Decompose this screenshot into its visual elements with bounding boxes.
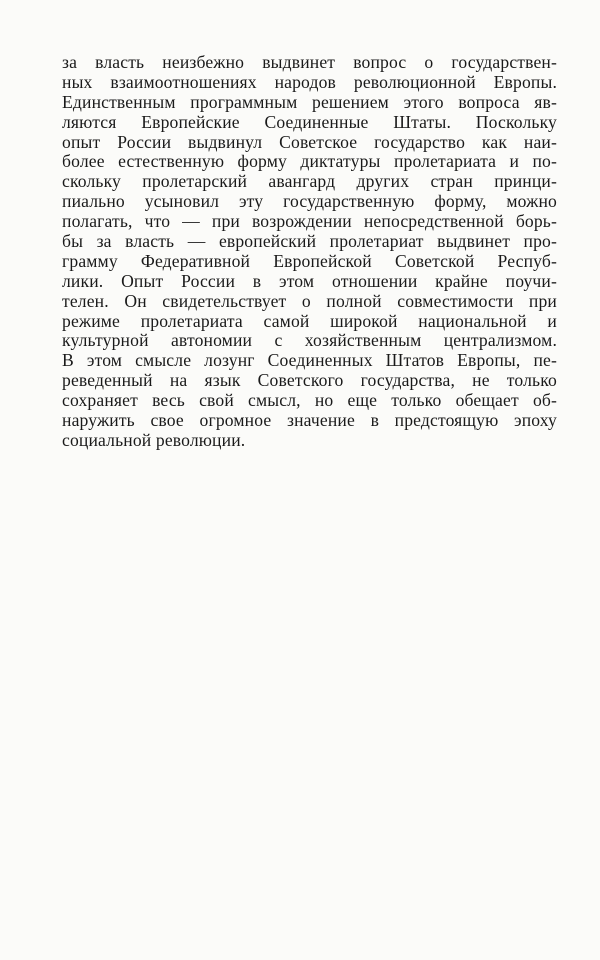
text-line: за власть неизбежно выдвинет вопрос о государствен-	[62, 52, 557, 72]
text-line: бы за власть — европейский пролетариат выдвинет про-	[62, 231, 557, 252]
text-line: режиме пролетариата самой широкой национальной и	[62, 310, 557, 331]
text-line: лики. Опыт России в этом отношении крайне поучи-	[62, 270, 557, 291]
text-line: грамму Федеративной Европейской Советской Респуб-	[62, 250, 557, 271]
text-line: опыт России выдвинул Советское государство как наи-	[62, 131, 557, 152]
text-line: сохраняет весь свой смысл, но еще только обещает об-	[62, 390, 557, 411]
text-line: ных взаимоотношениях народов революционной Европы.	[62, 71, 557, 92]
text-line: пиально усыновил эту государственную форму, можно	[62, 191, 557, 212]
text-line: социальной революции.	[62, 429, 246, 450]
text-line: полагать, что — при возрождении непосредственной борь-	[62, 211, 557, 232]
text-line: наружить свое огромное значение в предстоящую эпоху	[62, 410, 557, 431]
text-line: скольку пролетарский авангард других стран принци-	[62, 171, 557, 192]
text-line: реведенный на язык Советского государства, не только	[62, 370, 557, 391]
text-line: ляются Европейские Соединенные Штаты. Поскольку	[62, 111, 557, 132]
text-line: Единственным программным решением этого вопроса яв-	[62, 91, 557, 112]
text-line: В этом смысле лозунг Соединенных Штатов Европы, пе-	[62, 350, 557, 371]
text-line: телен. Он свидетельствует о полной совместимости при	[62, 290, 557, 311]
text-line: культурной автономии с хозяйственным централизмом.	[62, 330, 557, 351]
text-line: более естественную форму диктатуры пролетариата и по-	[62, 151, 557, 172]
page-body-text	[62, 53, 557, 451]
